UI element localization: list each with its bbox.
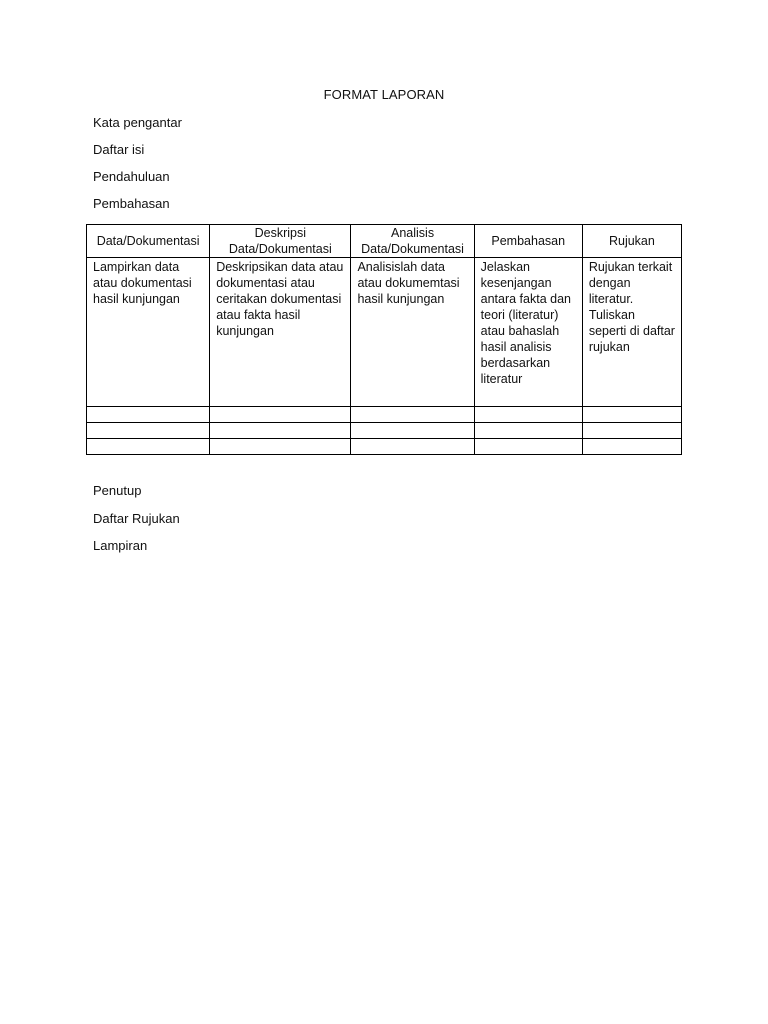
report-format-table [86, 224, 682, 455]
empty-cell [87, 439, 210, 455]
header-rujukan: Rujukan [582, 225, 681, 258]
cell-analisis: Analisislah data atau dokumemtasi hasil kunjungan [351, 258, 474, 407]
table-header-row [87, 225, 682, 258]
empty-cell [582, 439, 681, 455]
empty-cell [474, 423, 582, 439]
empty-cell [474, 407, 582, 423]
section-pembahasan: Pembahasan [93, 196, 170, 211]
header-pembahasan: Pembahasan [474, 225, 582, 258]
empty-cell [474, 439, 582, 455]
header-deskripsi: Deskripsi Data/Dokumentasi [210, 225, 351, 258]
section-kata-pengantar: Kata pengantar [93, 115, 182, 130]
section-daftar-rujukan: Daftar Rujukan [93, 511, 180, 526]
header-analisis: Analisis Data/Dokumentasi [351, 225, 474, 258]
section-pendahuluan: Pendahuluan [93, 169, 170, 184]
empty-cell [87, 407, 210, 423]
cell-rujukan: Rujukan terkait dengan literatur. Tuliskan seperti di daftar rujukan [582, 258, 681, 407]
empty-cell [582, 407, 681, 423]
table-row-empty [87, 407, 682, 423]
section-daftar-isi: Daftar isi [93, 142, 145, 157]
document-title: FORMAT LAPORAN [323, 87, 445, 102]
table-row-empty [87, 423, 682, 439]
cell-data-dokumentasi: Lampirkan data atau dokumentasi hasil kunjungan [87, 258, 210, 407]
empty-cell [210, 423, 351, 439]
empty-cell [210, 439, 351, 455]
cell-pembahasan: Jelaskan kesenjangan antara fakta dan teori (literatur) atau bahaslah hasil analisis berdasarkan literatur [474, 258, 582, 407]
empty-cell [351, 407, 474, 423]
empty-cell [210, 407, 351, 423]
section-lampiran: Lampiran [93, 538, 148, 553]
table-row [87, 258, 682, 407]
empty-cell [582, 423, 681, 439]
empty-cell [351, 423, 474, 439]
section-penutup: Penutup [93, 483, 142, 498]
empty-cell [87, 423, 210, 439]
cell-deskripsi: Deskripsikan data atau dokumentasi atau ceritakan dokumentasi atau fakta hasil kunjungan [210, 258, 351, 407]
header-data-dokumentasi: Data/Dokumentasi [87, 225, 210, 258]
empty-cell [351, 439, 474, 455]
table-row-empty [87, 439, 682, 455]
